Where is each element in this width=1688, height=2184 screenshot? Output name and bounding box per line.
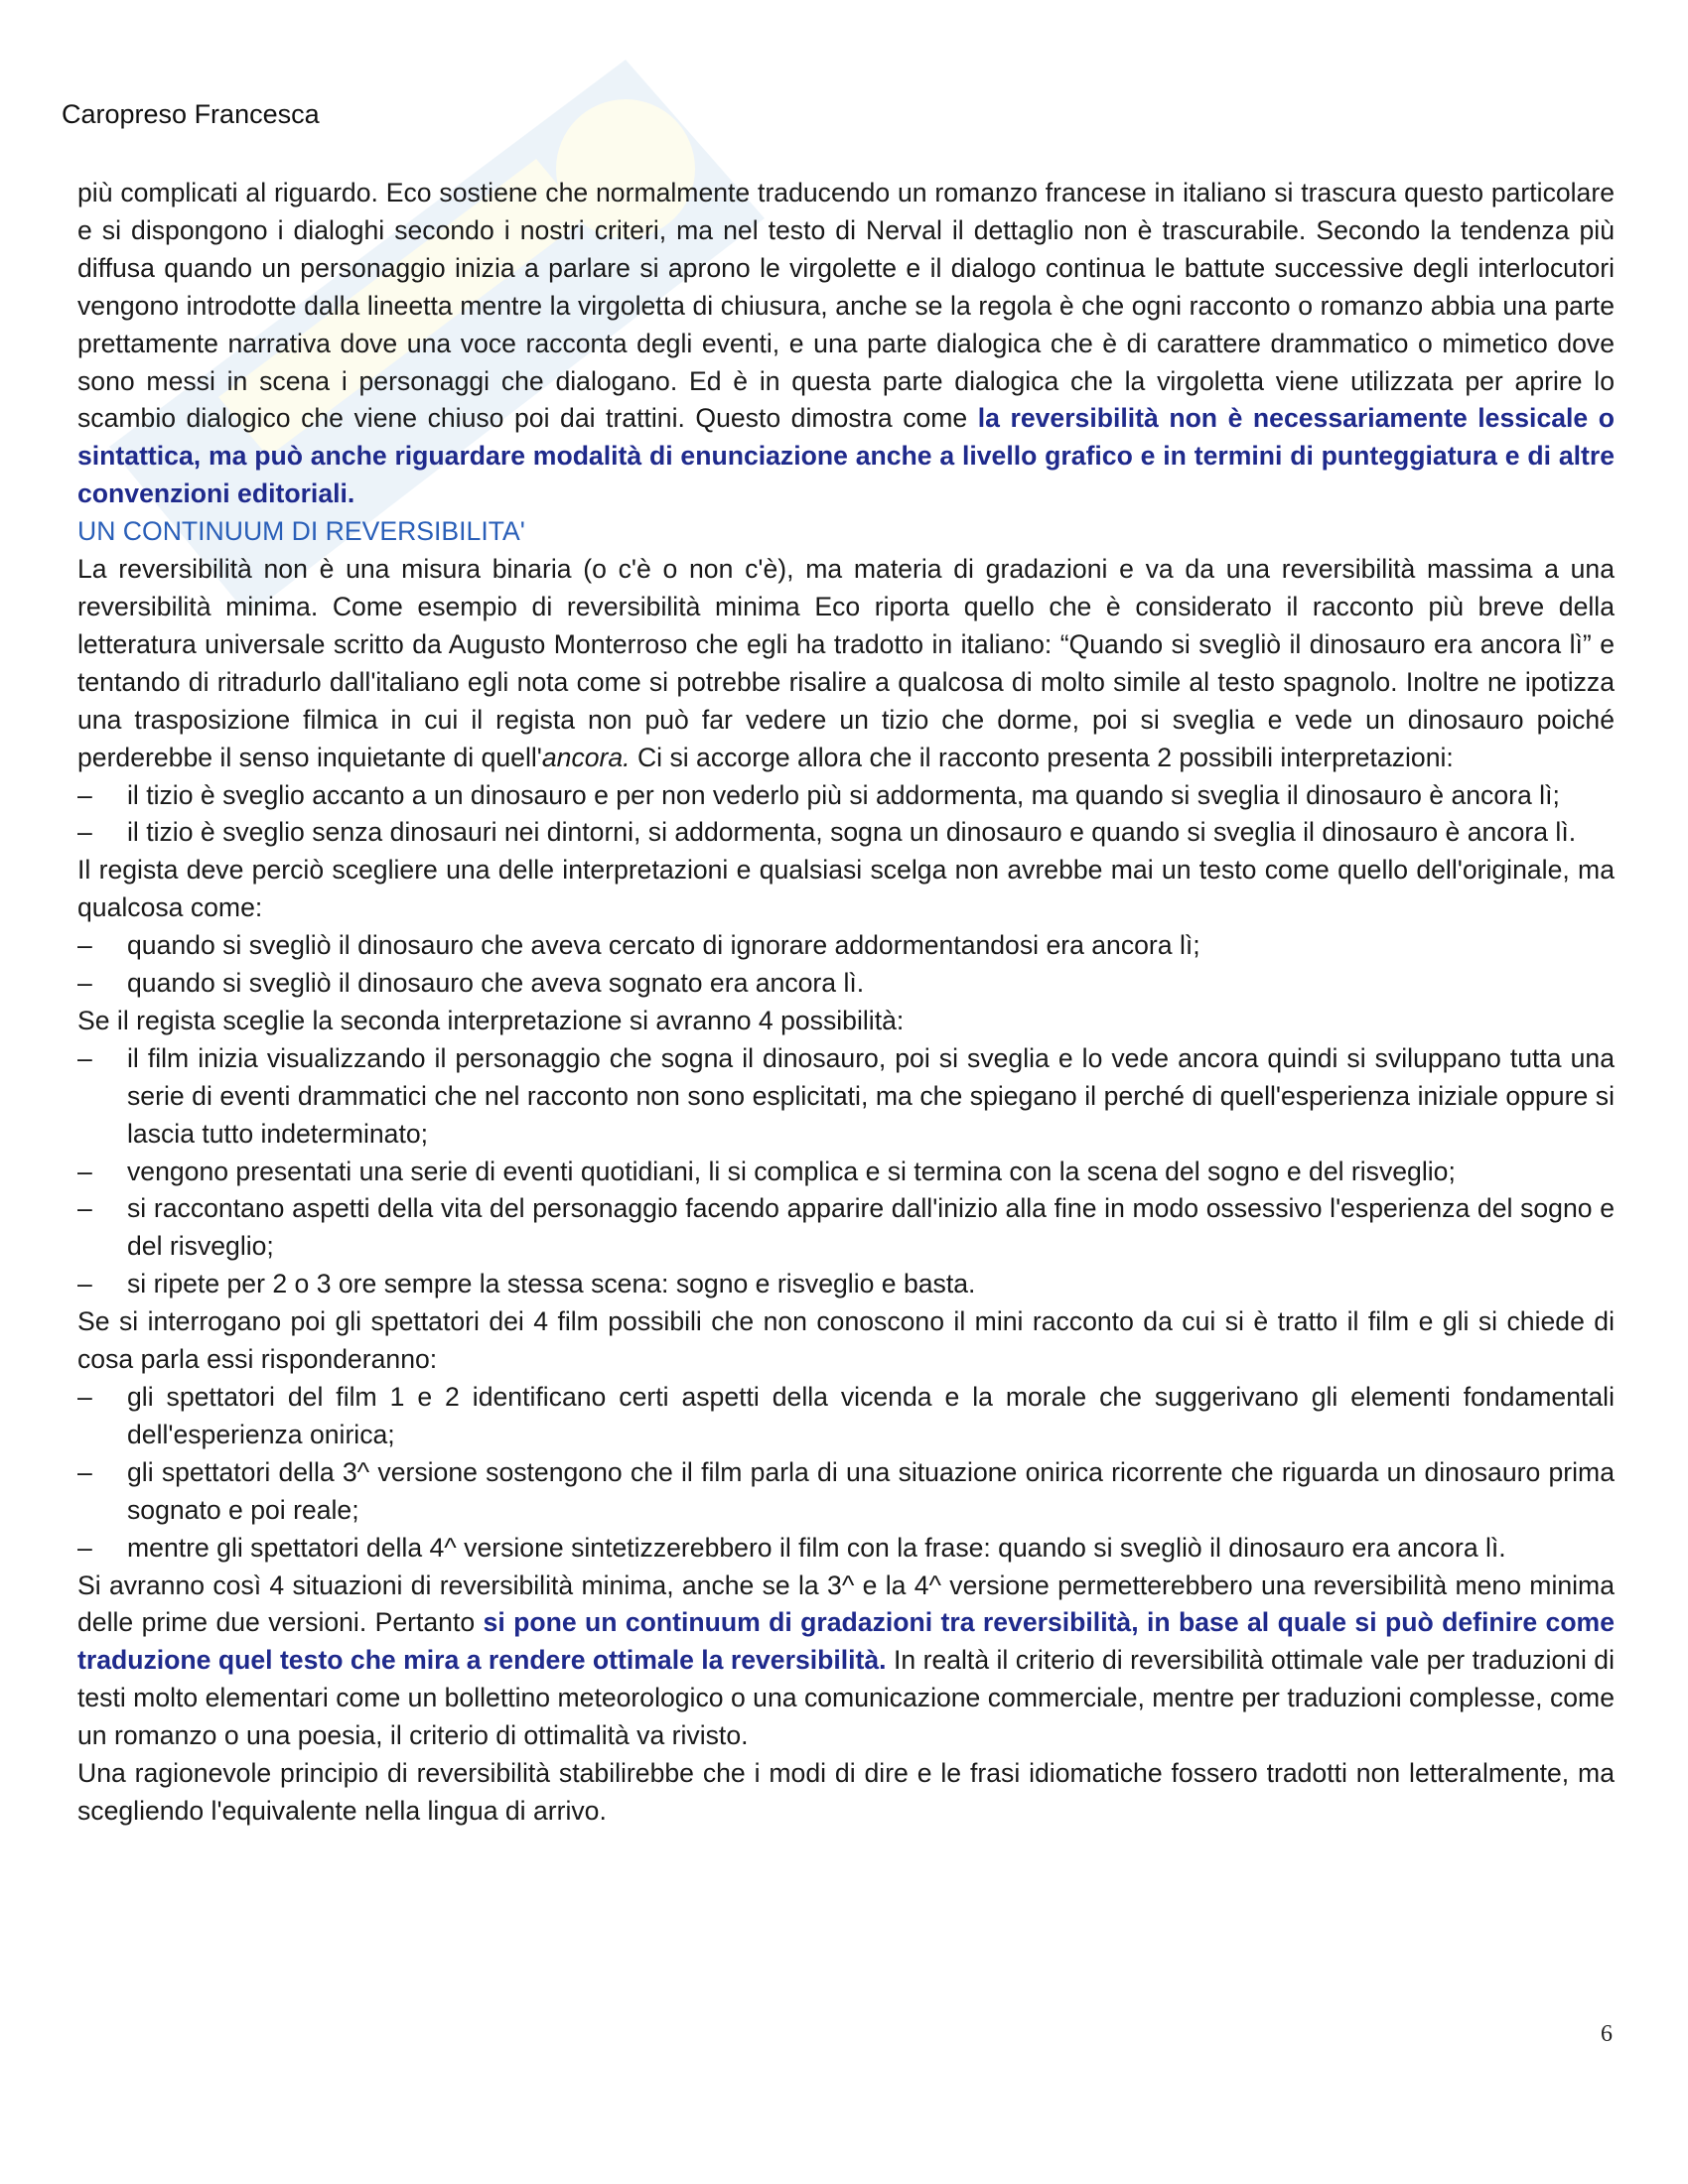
paragraph-6: Una ragionevole principio di reversibilità stabilirebbe che i modi di dire e le frasi idiomatiche fossero tradotti non letteralmente, ma scegliendo l'equivalente nella lingua di arrivo. (77, 1758, 1615, 1826)
list-item-text: vengono presentati una serie di eventi quotidiani, li si complica e si termina con la scena del sogno e del risveglio; (127, 1156, 1456, 1186)
list-item (77, 777, 1615, 815)
list-item (77, 1040, 1615, 1154)
list-item-text: quando si svegliò il dinosauro che aveva sognato era ancora lì. (127, 968, 865, 999)
intro-paragraph (77, 175, 1615, 513)
list-dash: – (77, 1456, 92, 1487)
list-item-text: si raccontano aspetti della vita del personaggio facendo apparire dall'inizio alla fine in modo ossessivo l'esperienza del sogno e del risveglio; (127, 1193, 1615, 1262)
list-dash: – (77, 1532, 92, 1563)
interpretations-list (77, 777, 1615, 853)
spectators-list (77, 1379, 1615, 1568)
list-item (77, 1190, 1615, 1266)
page-number: 6 (1601, 2021, 1613, 2047)
intro-text: più complicati al riguardo. Eco sostiene che normalmente traducendo un romanzo francese in italiano si trascura questo particolare e si dispongono i dialoghi secondo i nostri criteri, ma nel testo di Nerval il dettaglio non è trascurabile. Secondo la tendenza più diffusa quando un personaggio inizia a parlare si aprono le virgolette e il dialogo continua le battute successive degli interlocutori vengono introdotte dalla lineetta mentre la virgoletta di chiusura, anche se la regola è che ogni racconto o romanzo abbia una parte prettamente narrativa dove una voce racconta degli eventi, e una parte dialogica che è di carattere drammatico o mimetico dove sono messi in scena i personaggi che dialogano. Ed è in questa parte dialogica che la virgoletta viene utilizzata per aprire lo scambio dialogico che viene chiuso poi dai trattini. Questo dimostra come (77, 178, 1615, 434)
list-item (77, 814, 1615, 852)
paragraph-2: Il regista deve perciò scegliere una delle interpretazioni e qualsiasi scelga non avrebbe mai un testo come quello dell'originale, ma qualcosa come: (77, 855, 1615, 923)
p5-text-after: In realtà il criterio di reversibilità ottimale vale per traduzioni di testi molto elementari come un bollettino meteorologico o una comunicazione commerciale, mentre per traduzioni complesse, come un romanzo o una poesia, il criterio di ottimalità va rivisto. (77, 1645, 1615, 1751)
list-item (77, 1266, 1615, 1303)
list-dash: – (77, 1269, 92, 1299)
list-dash: – (77, 1382, 92, 1412)
list-dash: – (77, 968, 92, 999)
p5-bold-text: si pone un continuum di gradazioni tra reversibilità, in base al quale si può definire come traduzione quel testo che mira a rendere ottimale la reversibilità. (77, 1607, 1615, 1676)
possibilities-list (77, 1040, 1615, 1303)
list-item-text: il film inizia visualizzando il personaggio che sogna il dinosauro, poi si sveglia e lo vede ancora quindi si sviluppano tutta una serie di eventi drammatici che nel racconto non sono esplicitati, ma che spiegano il perché di quell'esperienza iniziale oppure si lascia tutto indeterminato; (127, 1042, 1615, 1149)
list-item (77, 1530, 1615, 1568)
intro-bold-text: la reversibilità non è necessariamente lessicale o sintattica, ma può anche riguardare modalità di enunciazione anche a livello grafico e in termini di punteggiatura e di altre convenzioni editoriali. (77, 403, 1615, 509)
paragraph-1 (77, 551, 1615, 776)
list-item (77, 965, 1615, 1003)
list-item (77, 1454, 1615, 1530)
p1-italic: ancora. (541, 742, 631, 772)
list-item-text: si ripete per 2 o 3 ore sempre la stessa scena: sogno e risveglio e basta. (127, 1269, 976, 1299)
list-item-text: quando si svegliò il dinosauro che aveva cercato di ignorare addormentandosi era ancora lì; (127, 930, 1200, 961)
p5-text-before: Si avranno così 4 situazioni di reversibilità minima, anche se la 3^ e la 4^ versione permetterebbero una reversibilità meno minima delle prime due versioni. Pertanto (77, 1570, 1615, 1638)
list-item-text: il tizio è sveglio senza dinosauri nei dintorni, si addormenta, sogna un dinosauro e quando si sveglia il dinosauro è ancora lì. (127, 817, 1577, 848)
author-name: Caropreso Francesca (62, 99, 320, 129)
list-item (77, 927, 1615, 965)
list-dash: – (77, 779, 92, 810)
section-heading: UN CONTINUUM DI REVERSIBILITA' (77, 516, 525, 547)
director-options-list (77, 927, 1615, 1003)
list-item-text: mentre gli spettatori della 4^ versione sintetizzerebbero il film con la frase: quando si svegliò il dinosauro era ancora lì. (127, 1532, 1506, 1563)
list-item (77, 1379, 1615, 1454)
list-dash: – (77, 930, 92, 961)
p1-text-before: La reversibilità non è una misura binaria (o c'è o non c'è), ma materia di gradazioni e va da una reversibilità massima a una reversibilità minima. Come esempio di reversibilità minima Eco riporta quello che è considerato il racconto più breve della letteratura universale scritto da Augusto Monterroso che egli ha tradotto in italiano: “Quando si svegliò il dinosauro era ancora lì” e tentando di ritradurlo dall'italiano egli nota come si potrebbe risalire a qualcosa di molto simile al testo spagnolo. Inoltre ne ipotizza una trasposizione filmica in cui il regista non può far vedere un tizio che dorme, poi si sveglia e vede un dinosauro poiché perderebbe il senso inquietante di quell' (77, 554, 1615, 772)
list-item (77, 1154, 1615, 1191)
list-item-text: gli spettatori del film 1 e 2 identificano certi aspetti della vicenda e la morale che suggerivano gli elementi fondamentali dell'esperienza onirica; (127, 1382, 1615, 1449)
paragraph-3: Se il regista sceglie la seconda interpretazione si avranno 4 possibilità: (77, 1005, 905, 1035)
p1-text-after: Ci si accorge allora che il racconto presenta 2 possibili interpretazioni: (630, 742, 1454, 772)
paragraph-4: Se si interrogano poi gli spettatori dei 4 film possibili che non conoscono il mini racconto da cui si è tratto il film e gli si chiede di cosa parla essi risponderanno: (77, 1306, 1615, 1375)
list-dash: – (77, 817, 92, 848)
list-dash: – (77, 1193, 92, 1224)
list-item-text: il tizio è sveglio accanto a un dinosauro e per non vederlo più si addormenta, ma quando si sveglia il dinosauro è ancora lì; (127, 779, 1560, 810)
list-dash: – (77, 1156, 92, 1186)
document-body (77, 175, 1615, 1831)
paragraph-5 (77, 1568, 1615, 1756)
list-item-text: gli spettatori della 3^ versione sostengono che il film parla di una situazione onirica ricorrente che riguarda un dinosauro prima sognato e poi reale; (127, 1456, 1615, 1525)
list-dash: – (77, 1042, 92, 1073)
